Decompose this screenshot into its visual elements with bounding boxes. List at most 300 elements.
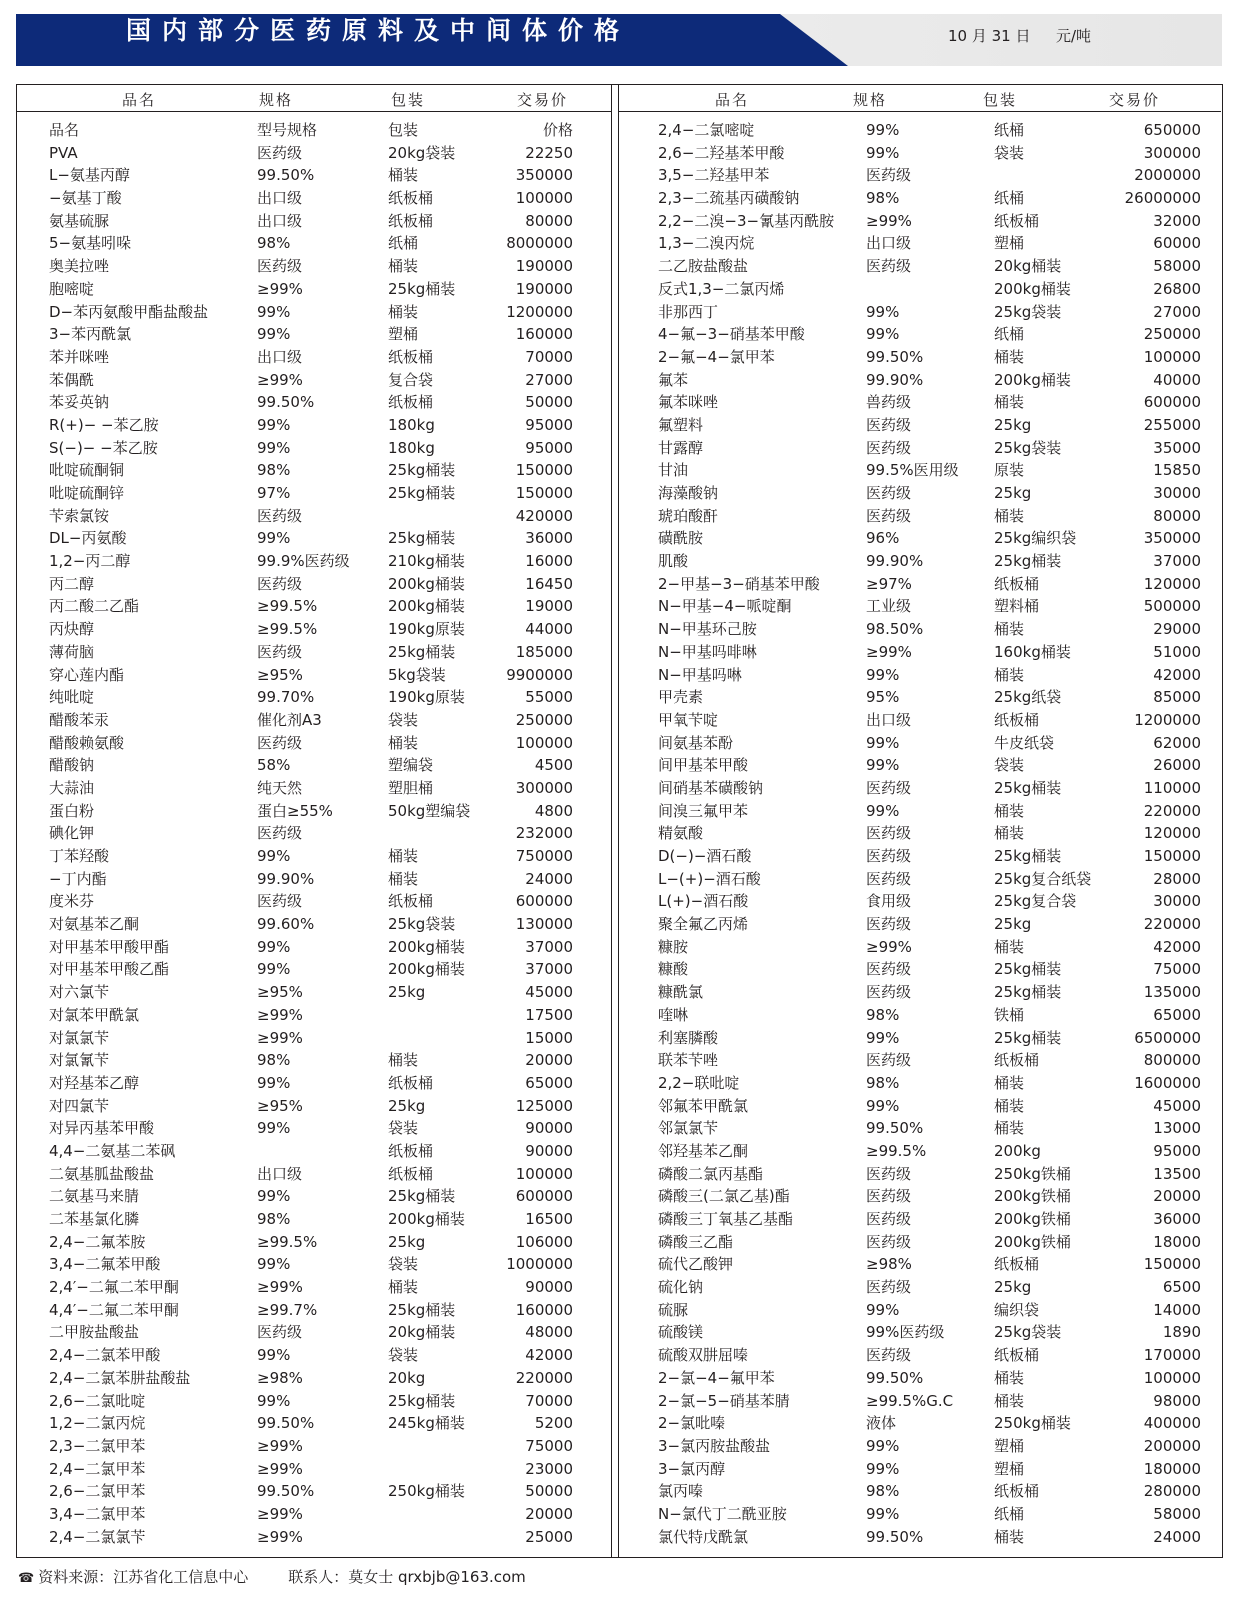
price: 26000000	[1124, 189, 1201, 208]
spec: 98%	[866, 189, 900, 208]
spec: ≥99%	[257, 1005, 303, 1024]
table-row	[619, 777, 1221, 800]
product-name: 二乙胺盐酸盐	[658, 257, 749, 276]
price: 32000	[1153, 211, 1201, 230]
product-name: 二氨基马来腈	[49, 1187, 140, 1206]
product-name: 苯偶酰	[49, 370, 95, 389]
price: 16000	[525, 552, 573, 571]
product-name: 磷酸三丁氧基乙基酯	[658, 1210, 794, 1228]
packaging: 250kg桶装	[994, 1414, 1071, 1433]
product-name: 穿心莲内酯	[49, 665, 125, 684]
spec: 医药级	[257, 892, 303, 911]
product-name: 4−氟−3−硝基苯甲酸	[658, 325, 805, 344]
packaging: 180kg	[388, 415, 435, 434]
packaging: 桶装	[388, 166, 419, 185]
price: 170000	[1143, 1346, 1201, 1365]
price: 600000	[515, 892, 573, 911]
table-row	[17, 1095, 611, 1118]
packaging: 纸板桶	[388, 347, 434, 366]
table-row	[17, 1140, 611, 1163]
packaging: 190kg原装	[388, 688, 465, 707]
product-name: 2,3−二巯基丙磺酸钠	[658, 189, 800, 208]
spec: 99.50%	[257, 1414, 315, 1433]
spec: 医药级	[866, 1210, 912, 1228]
packaging: 25kg桶装	[994, 552, 1062, 571]
product-name: 大蒜油	[49, 778, 95, 797]
price: 42000	[1153, 665, 1201, 684]
table-row	[619, 482, 1221, 505]
spec: 98%	[257, 1051, 291, 1070]
product-name: 糠胺	[658, 937, 689, 956]
packaging: 25kg桶装	[388, 642, 456, 661]
packaging: 原装	[994, 461, 1025, 480]
table-row	[619, 618, 1221, 641]
product-name: 1,2−二氯丙烷	[49, 1414, 146, 1433]
spec: 99.50%	[257, 166, 315, 185]
product-name: 肌酸	[658, 552, 689, 571]
spec: 医药级	[866, 484, 912, 502]
price: 51000	[1153, 642, 1201, 661]
price: 23000	[525, 1459, 573, 1478]
packaging: 袋装	[994, 143, 1025, 162]
product-name: 氟苯咪唑	[658, 393, 719, 412]
product-name: DL−丙氨酸	[49, 529, 127, 548]
packaging: 纸桶	[994, 121, 1025, 139]
table-row	[17, 346, 611, 369]
right-column-header	[619, 85, 1221, 112]
price: 4500	[534, 756, 573, 775]
spec: 纯天然	[257, 778, 303, 797]
spec: 99%	[257, 960, 291, 979]
table-row	[619, 164, 1221, 187]
spec: ≥99%	[866, 642, 912, 661]
table-row	[619, 595, 1221, 618]
packaging: 编织袋	[994, 1300, 1040, 1319]
table-row	[619, 754, 1221, 777]
packaging: 纸板桶	[994, 710, 1040, 729]
packaging: 25kg	[388, 1232, 426, 1251]
price: 27000	[1153, 302, 1201, 321]
spec: 99%	[257, 1391, 291, 1410]
packaging: 纸板桶	[994, 574, 1040, 593]
packaging: 牛皮纸袋	[994, 733, 1055, 752]
packaging: 纸板桶	[388, 892, 434, 911]
product-name: 硫脲	[658, 1300, 689, 1319]
spec: 出口级	[257, 211, 303, 230]
spec: 99%	[866, 1436, 900, 1455]
table-row	[17, 732, 611, 755]
spec: 医药级	[257, 733, 303, 752]
table-row	[619, 414, 1221, 437]
spec: ≥99%	[257, 370, 303, 389]
price: 17500	[525, 1005, 573, 1024]
spec: 99.90%	[866, 552, 924, 571]
product-name: 碘化钾	[49, 824, 95, 843]
product-name: 磷酸二氯丙基酯	[658, 1164, 764, 1183]
table-row	[619, 958, 1221, 981]
table-row	[17, 459, 611, 482]
price: 100000	[1143, 347, 1201, 366]
table-row	[17, 1117, 611, 1140]
table-row	[619, 868, 1221, 891]
packaging: 180kg	[388, 438, 435, 457]
packaging: 桶装	[994, 824, 1025, 843]
spec: ≥99.5%	[257, 620, 318, 639]
price: 5200	[534, 1414, 573, 1433]
packaging: 25kg袋装	[994, 438, 1062, 457]
price: 90000	[525, 1141, 573, 1160]
table-row	[619, 187, 1221, 210]
spec: ≥99.7%	[257, 1300, 318, 1319]
table-row	[17, 1072, 611, 1095]
product-name: 间甲基苯甲酸	[658, 756, 749, 775]
price: 58000	[1153, 1504, 1201, 1523]
table-row	[17, 868, 611, 891]
spec: 99%	[257, 847, 291, 865]
packaging: 210kg桶装	[388, 552, 465, 571]
spec: 医药级	[257, 506, 303, 525]
table-row	[17, 505, 611, 528]
product-name: 非那西丁	[658, 302, 719, 321]
packaging: 塑桶	[388, 325, 419, 344]
product-name: 2,3−二氯甲苯	[49, 1436, 146, 1455]
spec: 99%	[866, 1459, 900, 1478]
packaging: 25kg纸袋	[994, 688, 1062, 707]
col-price-header: 交易价	[517, 91, 569, 109]
table-row	[619, 1163, 1221, 1186]
packaging: 纸板桶	[994, 1255, 1040, 1274]
spec: 99%	[866, 756, 900, 775]
product-name: 对氯氰苄	[49, 1051, 110, 1070]
spec: 医药级	[257, 824, 303, 843]
price: 15850	[1153, 461, 1201, 480]
spec: 医药级	[257, 143, 303, 162]
product-name: 3,4−二氟苯甲酸	[49, 1255, 161, 1274]
price: 25000	[525, 1527, 573, 1546]
product-name: 联苯苄唑	[658, 1051, 719, 1070]
price: 150000	[515, 484, 573, 502]
spec: 99.50%	[866, 1119, 924, 1138]
price: 800000	[1143, 1051, 1201, 1070]
spec: 出口级	[866, 710, 912, 729]
spec: ≥95%	[257, 983, 303, 1002]
price: 185000	[515, 642, 573, 661]
product-name: 丙二醇	[49, 574, 95, 593]
spec: 99%医药级	[866, 1323, 945, 1342]
product-name: 邻羟基苯乙酮	[658, 1141, 749, 1160]
table-row	[619, 1344, 1221, 1367]
col-pack-header: 包装	[983, 91, 1018, 109]
table-row	[17, 936, 611, 959]
price: 160000	[515, 1300, 573, 1319]
packaging: 铁桶	[994, 1005, 1025, 1024]
col-spec-header: 规格	[853, 91, 888, 109]
product-name: 2,4′−二氟二苯甲酮	[49, 1278, 179, 1297]
table-row	[619, 822, 1221, 845]
price: 6500	[1162, 1278, 1201, 1297]
packaging: 桶装	[994, 1368, 1025, 1387]
product-name: 蛋白粉	[49, 801, 95, 820]
packaging: 20kg	[388, 1368, 426, 1387]
table-row	[619, 459, 1221, 482]
product-name: 琥珀酸酐	[658, 506, 719, 525]
price: 95000	[525, 415, 573, 434]
packaging: 50kg塑编袋	[388, 801, 471, 820]
table-row	[17, 1253, 611, 1276]
packaging: 25kg桶装	[388, 1300, 456, 1319]
packaging: 袋装	[388, 1255, 419, 1274]
product-name: N−甲基吗啉	[658, 665, 742, 684]
spec: 58%	[257, 756, 291, 775]
price: 110000	[1143, 778, 1201, 797]
right-panel	[618, 85, 1221, 1557]
spec: 医药级	[257, 1323, 303, 1342]
packaging: 25kg复合纸袋	[994, 869, 1092, 888]
price: 24000	[525, 869, 573, 888]
spec: 99.50%	[257, 393, 315, 412]
packaging: 纸桶	[388, 234, 419, 253]
table-row	[619, 1526, 1221, 1549]
product-name: 对异丙基苯甲酸	[49, 1119, 155, 1138]
product-name: N−甲基吗啡啉	[658, 642, 757, 661]
product-name: 1,3−二溴丙烷	[658, 234, 755, 253]
packaging: 纸板桶	[388, 1141, 434, 1160]
table-row	[17, 1458, 611, 1481]
table-row	[17, 1321, 611, 1344]
spec: 医药级	[257, 257, 303, 276]
price: 130000	[515, 915, 573, 934]
packaging: 25kg桶装	[994, 847, 1062, 865]
price: 106000	[515, 1232, 573, 1251]
packaging: 纸桶	[994, 189, 1025, 208]
price: 60000	[1153, 234, 1201, 253]
product-name: 4,4−二氨基二苯砜	[49, 1141, 176, 1160]
product-name: 2−氟−4−氯甲苯	[658, 347, 775, 366]
price: 90000	[525, 1278, 573, 1297]
packaging: 200kg桶装	[388, 960, 465, 979]
table-row	[17, 777, 611, 800]
packaging: 塑桶	[994, 1459, 1025, 1478]
packaging: 桶装	[994, 1096, 1025, 1115]
price: 29000	[1153, 620, 1201, 639]
spec: ≥95%	[257, 665, 303, 684]
packaging: 纸桶	[994, 1504, 1025, 1523]
price: 300000	[515, 778, 573, 797]
table-row	[619, 232, 1221, 255]
spec: 99%	[257, 529, 291, 548]
table-row	[17, 1231, 611, 1254]
price: 250000	[515, 710, 573, 729]
packaging: 纸板桶	[388, 1164, 434, 1183]
spec: 医药级	[866, 257, 912, 276]
product-name: 吡啶硫酮锌	[49, 484, 125, 502]
product-name: 海藻酸钠	[658, 484, 719, 502]
price-unit: 元/吨	[1056, 27, 1092, 45]
table-row	[17, 1163, 611, 1186]
product-name: L(+)−酒石酸	[658, 892, 749, 911]
packaging: 复合袋	[388, 370, 434, 389]
packaging: 25kg桶装	[388, 529, 456, 548]
packaging: 25kg	[994, 1278, 1032, 1297]
spec: ≥99%	[866, 211, 912, 230]
table-row	[619, 732, 1221, 755]
spec: 医药级	[866, 1187, 912, 1206]
packaging: 纸板桶	[388, 211, 434, 230]
table-row	[619, 641, 1221, 664]
packaging: 25kg	[388, 1096, 426, 1115]
packaging: 桶装	[388, 1278, 419, 1297]
product-name: 2−氯吡嗪	[658, 1414, 726, 1433]
table-row	[619, 278, 1221, 301]
packaging: 25kg复合袋	[994, 892, 1077, 911]
price: 70000	[525, 347, 573, 366]
spec: 99%	[257, 1255, 291, 1274]
col-name-header: 品名	[122, 91, 157, 109]
packaging: 纸板桶	[388, 393, 434, 412]
packaging: 160kg桶装	[994, 642, 1071, 661]
price: 135000	[1143, 983, 1201, 1002]
price: 750000	[515, 847, 573, 865]
spec: ≥99.5%	[257, 597, 318, 616]
price: 220000	[515, 1368, 573, 1387]
table-row	[17, 1367, 611, 1390]
table-row	[17, 164, 611, 187]
packaging: 25kg编织袋	[994, 529, 1077, 548]
product-name: 甘油	[658, 461, 689, 480]
packaging: 桶装	[388, 302, 419, 321]
table-row	[17, 1390, 611, 1413]
table-row	[17, 1049, 611, 1072]
packaging: 袋装	[994, 756, 1025, 775]
price: 28000	[1153, 869, 1201, 888]
price: 250000	[1143, 325, 1201, 344]
table-row	[17, 301, 611, 324]
packaging: 塑胆桶	[388, 778, 434, 797]
spec: ≥99%	[257, 1459, 303, 1478]
price: 220000	[1143, 915, 1201, 934]
product-name: 品名	[49, 121, 80, 139]
table-row	[619, 1253, 1221, 1276]
product-name: 吡啶硫酮铜	[49, 461, 125, 480]
spec: ≥99.5%	[866, 1141, 927, 1160]
spec: 兽药级	[866, 393, 912, 412]
table-row	[17, 482, 611, 505]
spec: ≥99%	[257, 1504, 303, 1523]
table-row	[17, 187, 611, 210]
table-row	[17, 754, 611, 777]
price: 160000	[515, 325, 573, 344]
price: 95000	[1153, 1141, 1201, 1160]
spec: 99%	[257, 1073, 291, 1092]
packaging: 塑编袋	[388, 756, 434, 775]
price: 14000	[1153, 1300, 1201, 1319]
spec: 医药级	[866, 166, 912, 185]
product-name: 3−苯丙酰氯	[49, 325, 132, 344]
price: 27000	[525, 370, 573, 389]
packaging: 纸板桶	[388, 189, 434, 208]
spec: 99%	[257, 325, 291, 344]
table-row	[17, 278, 611, 301]
price: 600000	[515, 1187, 573, 1206]
packaging: 纸板桶	[994, 211, 1040, 230]
product-name: 2,6−二氯吡啶	[49, 1391, 146, 1410]
packaging: 250kg铁桶	[994, 1164, 1071, 1183]
spec: 99.70%	[257, 688, 315, 707]
price: 44000	[525, 620, 573, 639]
spec: 98.50%	[866, 620, 924, 639]
table-row	[619, 142, 1221, 165]
table-row	[619, 1390, 1221, 1413]
price: 30000	[1153, 484, 1201, 502]
spec: 工业级	[866, 597, 912, 616]
product-name: 3−氯丙胺盐酸盐	[658, 1436, 771, 1455]
product-name: 氨基硫脲	[49, 211, 110, 230]
table-row	[619, 845, 1221, 868]
packaging: 桶装	[994, 665, 1025, 684]
spec: ≥95%	[257, 1096, 303, 1115]
right-rows	[619, 119, 1221, 1548]
product-name: 磷酸三(二氯乙基)酯	[658, 1187, 790, 1206]
product-name: 2,4−二氟苯胺	[49, 1232, 146, 1251]
price: 120000	[1143, 574, 1201, 593]
product-name: 对氨基苯乙酮	[49, 915, 140, 934]
price: 1200000	[1134, 710, 1201, 729]
product-name: 对甲基苯甲酸甲酯	[49, 937, 170, 956]
product-name: 4,4′−二氟二苯甲酮	[49, 1300, 179, 1319]
price: 232000	[515, 824, 573, 843]
price: 4800	[534, 801, 573, 820]
packaging: 200kg桶装	[388, 574, 465, 593]
table-row	[619, 664, 1221, 687]
price: 80000	[1153, 506, 1201, 525]
product-name: 硫化钠	[658, 1278, 704, 1297]
table-row	[619, 1276, 1221, 1299]
table-row	[619, 550, 1221, 573]
price: 350000	[515, 166, 573, 185]
product-name: 精氨酸	[658, 824, 704, 843]
product-name: D(−)−酒石酸	[658, 847, 752, 865]
table-row	[17, 437, 611, 460]
product-name: 2−甲基−3−硝基苯甲酸	[658, 574, 820, 593]
price: 200000	[1143, 1436, 1201, 1455]
packaging: 25kg桶装	[388, 484, 456, 502]
product-name: 2−氯−5−硝基苯腈	[658, 1391, 790, 1410]
packaging: 5kg袋装	[388, 665, 446, 684]
price: 95000	[525, 438, 573, 457]
spec: 99.50%	[257, 1482, 315, 1501]
table-row	[17, 845, 611, 868]
table-row	[619, 981, 1221, 1004]
product-name: 间氨基苯酚	[658, 733, 734, 752]
table-row	[619, 1321, 1221, 1344]
table-row	[619, 1072, 1221, 1095]
table-row	[619, 1412, 1221, 1435]
table-row	[17, 210, 611, 233]
price: 37000	[525, 960, 573, 979]
product-name: 2,6−二氯甲苯	[49, 1482, 146, 1501]
packaging: 桶装	[388, 733, 419, 752]
table-row	[17, 800, 611, 823]
product-name: 2,4−二氯嘧啶	[658, 121, 755, 139]
packaging: 25kg桶装	[994, 983, 1062, 1002]
price: 150000	[1143, 847, 1201, 865]
spec: 出口级	[257, 189, 303, 208]
product-name: 邻氯氯苄	[658, 1119, 719, 1138]
packaging: 20kg桶装	[388, 1323, 456, 1342]
packaging: 200kg铁桶	[994, 1187, 1071, 1206]
page-title: 国内部分医药原料及中间体价格	[126, 16, 631, 45]
packaging: 200kg桶装	[994, 279, 1071, 298]
